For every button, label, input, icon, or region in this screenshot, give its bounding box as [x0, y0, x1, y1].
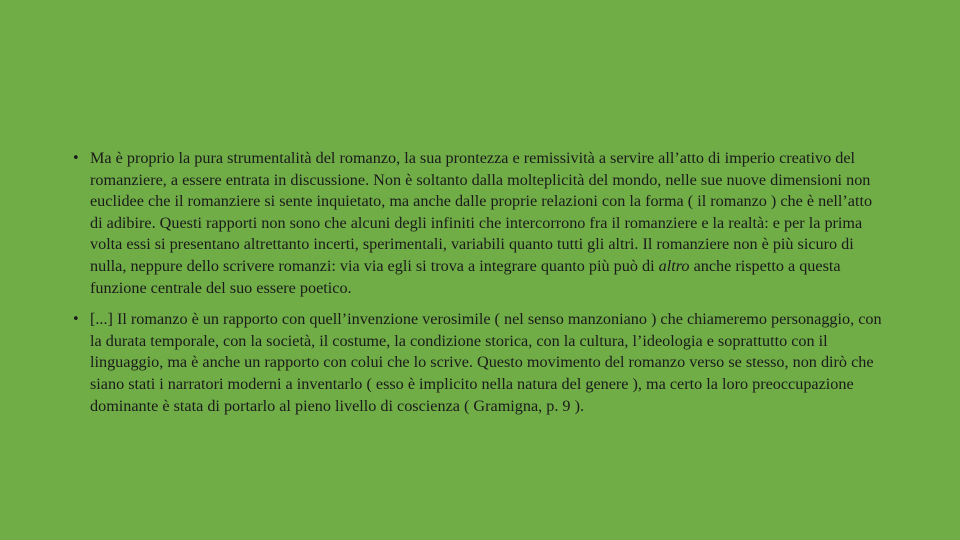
bullet-item-2: [72, 309, 888, 417]
text-body: [72, 148, 888, 427]
bullet-2-text: [...] Il romanzo è un rapporto con quell’invenzione verosimile ( nel senso manzoniano ) che chiameremo personaggio, con la durata temporale, con la società, il costume, la condizione storica, con la cultura, l’ideologia e soprattutto con il linguaggio, ma è anche un rapporto con colui che lo scrive. Questo movimento del romanzo verso se stesso, non dirò che siano stati i narratori moderni a inventarlo ( esso è implicito nella natura del genere ), ma certo la loro preoccupazione dominante è stata di portarlo al pieno livello di coscienza ( Gramigna, p. 9 ).: [90, 310, 882, 415]
bullet-1-text-end: anche rispetto a questa funzione centrale del suo essere poetico.: [90, 256, 841, 297]
bullet-1-text: Ma è proprio la pura strumentalità del romanzo, la sua prontezza e remissività a servire all’atto di imperio creativo del romanziere, a essere entrata in discussione. Non è soltanto dalla molteplicità del mondo, nelle sue nuove dimensioni non euclidee che il romanziere si sente inquietato, ma anche dalle proprie relazioni con la forma ( il romanzo ) che è nell’atto di adibire. Questi rapporti non sono che alcuni degli infiniti che intercorrono fra il romanziere e la realtà: e per la prima volta essi si presentano altrettanto incerti, sperimentali, variabili quanto tutti gli altri. Il romanziere non è più sicuro di nulla, neppure dello scrivere romanzi: via via egli si trova a integrare quanto più può di: [90, 149, 873, 275]
bullet-dot-icon: •: [72, 312, 80, 328]
bullet-list: [72, 148, 888, 417]
bullet-1-italic-word: altro: [658, 256, 690, 275]
bullet-item-1: [72, 148, 888, 299]
bullet-dot-icon: •: [72, 151, 80, 166]
